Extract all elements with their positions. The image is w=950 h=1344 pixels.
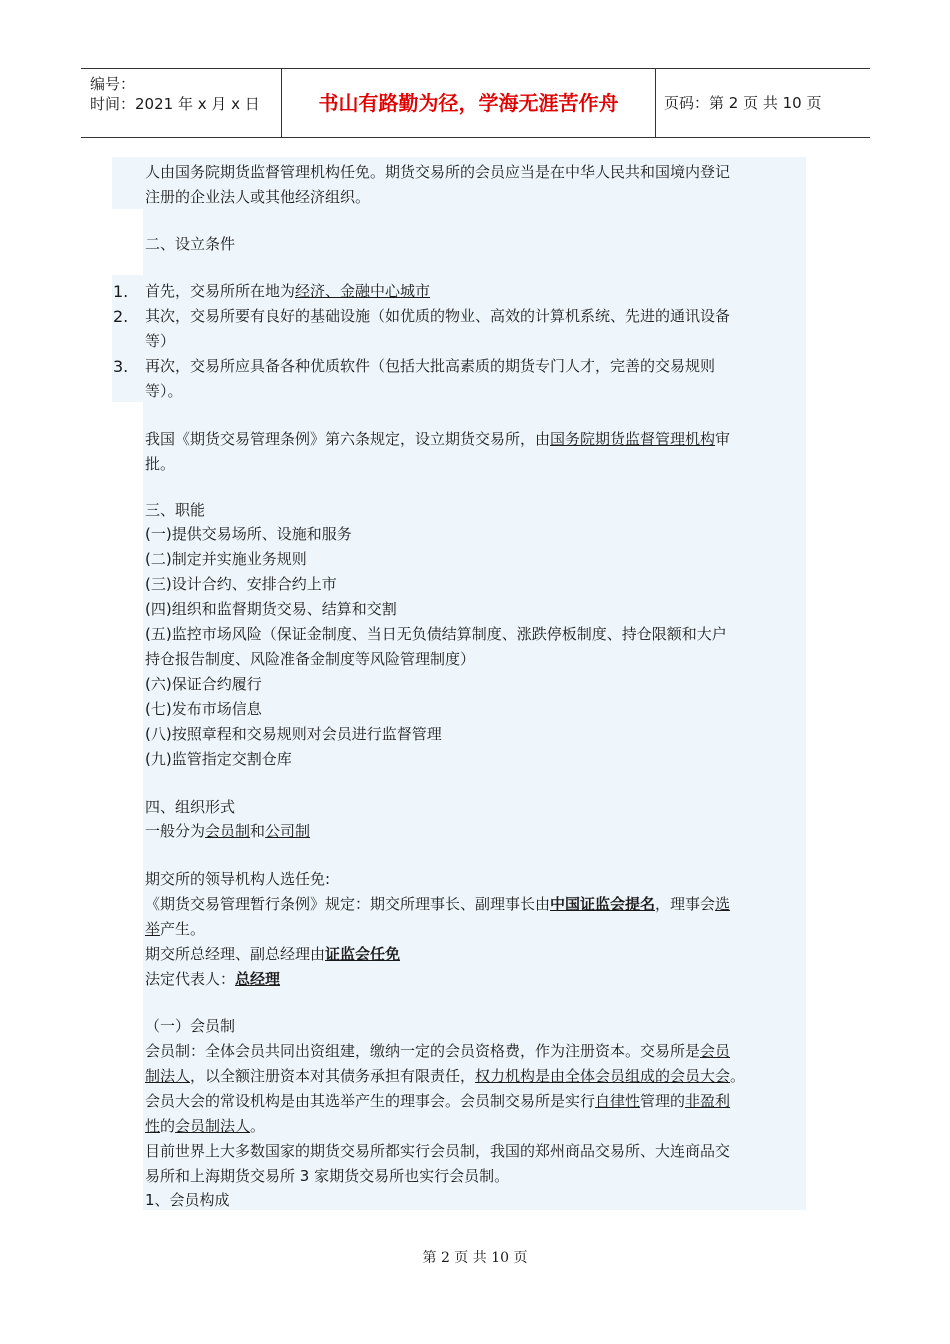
list-item-cont: 等）。 [145,382,183,400]
link-text: 选 [715,895,731,913]
text: 和 [250,822,266,840]
link-text: 经济、金融中心城市 [295,282,431,300]
text: 会员制：全体会员共同出资组建，缴纳一定的会员资格费，作为注册资本。交易所是 [145,1042,701,1060]
page-footer: 第 2 页 共 10 页 [422,1250,528,1266]
link-text: 制法人 [145,1067,191,1085]
subsection-heading: （一）会员制 [145,1017,236,1035]
section-heading: 三、职能 [145,501,206,519]
text: 。 [730,1067,746,1085]
paragraph: 注册的企业法人或其他经济组织。 [145,188,371,206]
text: 产生。 [160,920,206,938]
page-number-label: 页码：第 2 页 共 10 页 [664,94,822,112]
body-shading-left [112,157,143,209]
text: 一般分为 [145,822,206,840]
text: ，理事会 [655,895,716,913]
link-text: 会员制 [205,822,251,840]
list-number: 1. [113,282,129,301]
link-text: 自律性 [595,1092,641,1110]
text: 法定代表人： [145,970,236,988]
text: 。 [250,1117,266,1135]
list-item [145,279,430,304]
text: 期交所总经理、副总经理由 [145,945,326,963]
paragraph [145,1064,745,1089]
list-number: 2. [113,307,129,326]
text: 审 [715,430,731,448]
function-item: (九)监管指定交割仓库 [145,750,292,768]
text: 管理的 [640,1092,686,1110]
link-text: 总经理 [235,970,281,988]
link-text: 国务院期货监督管理机构 [550,430,716,448]
paragraph [145,892,730,917]
function-item: (四)组织和监督期货交易、结算和交割 [145,600,397,618]
page-header [81,68,870,138]
list-item-cont: 等） [145,332,176,350]
link-text: 举 [145,920,161,938]
section-heading: 四、组织形式 [145,798,236,816]
link-text: 性 [145,1117,161,1135]
text: ，以全额注册资本对其债务承担有限责任， [190,1067,476,1085]
section-heading: 二、设立条件 [145,235,236,253]
function-item: (二)制定并实施业务规则 [145,550,307,568]
paragraph: 期交所的领导机构人选任免: [145,870,331,888]
link-text: 证监会任免 [325,945,401,963]
paragraph [145,1089,730,1114]
list-item: 其次，交易所要有良好的基础设施（如优质的物业、高效的计算机系统、先进的通讯设备 [145,307,731,325]
link-text: 非盈利 [685,1092,731,1110]
paragraph [145,427,730,452]
paragraph: 人由国务院期货监督管理机构任免。期货交易所的会员应当是在中华人民共和国境内登记 [145,163,731,181]
list-text: 首先，交易所所在地为 [145,282,296,300]
text: 《期货交易管理暂行条例》规定：期交所理事长、副理事长由 [145,895,551,913]
paragraph: 目前世界上大多数国家的期货交易所都实行会员制，我国的郑州商品交易所、大连商品交 [145,1142,731,1160]
paragraph: 批。 [145,455,176,473]
function-item: (七)发布市场信息 [145,700,262,718]
link-text: 会员制法人 [175,1117,251,1135]
motto: 书山有路勤为径，学海无涯苦作舟 [281,69,656,137]
paragraph [145,1114,265,1139]
function-item: (三)设计合约、安排合约上市 [145,575,337,593]
time-label: 时间：2021 年 x 月 x 日 [90,95,260,113]
function-item: 持仓报告制度、风险准备金制度等风险管理制度） [145,650,476,668]
link-text: 中国证监会提名 [550,895,656,913]
text: 我国《期货交易管理条例》第六条规定，设立期货交易所，由 [145,430,551,448]
link-text: 公司制 [265,822,311,840]
list-number: 3. [113,357,129,376]
header-meta [81,69,281,137]
paragraph: 1、会员构成 [145,1191,230,1209]
function-item: (六)保证合约履行 [145,675,262,693]
paragraph [145,917,205,942]
function-item: (八)按照章程和交易规则对会员进行监督管理 [145,725,442,743]
code-label: 编号： [90,75,136,93]
text: 的 [160,1117,176,1135]
paragraph [145,942,400,967]
text: 会员大会的常设机构是由其选举产生的理事会。会员制交易所是实行 [145,1092,596,1110]
function-item: (五)监控市场风险（保证金制度、当日无负债结算制度、涨跌停板制度、持仓限额和大户 [145,625,727,643]
link-text: 权力机构是由全体会员组成的会员大会 [475,1067,731,1085]
paragraph [145,819,310,844]
link-text: 会员 [700,1042,731,1060]
function-item: (一)提供交易场所、设施和服务 [145,525,352,543]
list-item: 再次，交易所应具备各种优质软件（包括大批高素质的期货专门人才，完善的交易规则 [145,357,716,375]
paragraph [145,967,280,992]
paragraph: 易所和上海期货交易所 3 家期货交易所也实行会员制。 [145,1167,510,1185]
paragraph [145,1039,730,1064]
